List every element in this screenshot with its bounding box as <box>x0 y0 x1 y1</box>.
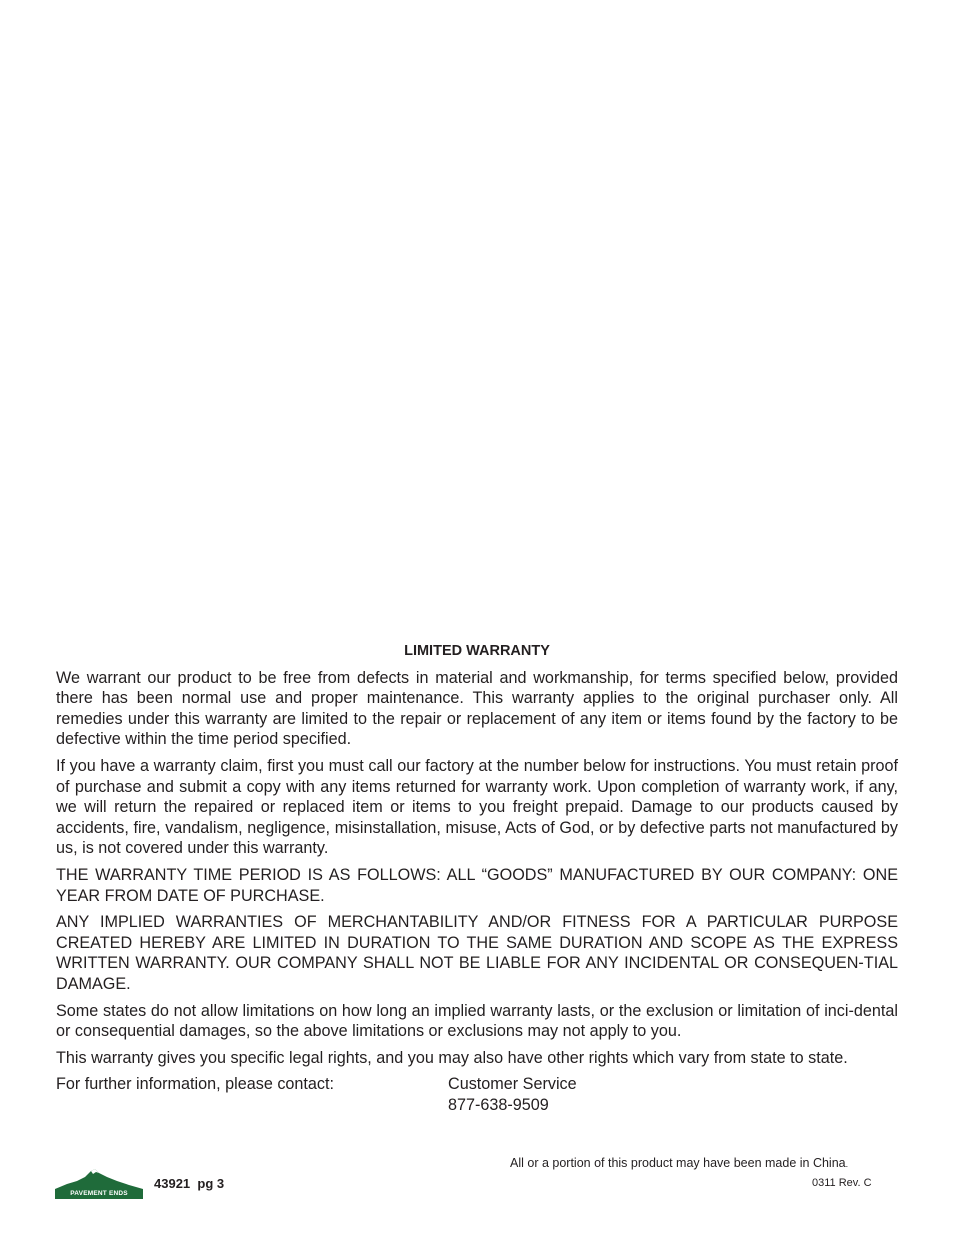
limited-warranty-section <box>56 641 898 1116</box>
contact-name: Customer Service <box>448 1075 577 1094</box>
contact-phone: 877-638-9509 <box>448 1095 549 1114</box>
pavement-ends-logo <box>55 1168 143 1200</box>
contact-block <box>448 1074 577 1115</box>
warranty-paragraph-state-limitations: Some states do not allow limitations on how long an implied warranty lasts, or the exclusion or limitation of inci-dental or consequential damages, so the above limitations or exclusions may not apply to you. <box>56 1001 898 1041</box>
made-in-text: All or a portion of this product may have been made in China <box>510 1156 846 1170</box>
made-in-notice <box>510 1156 848 1170</box>
contact-row <box>56 1074 898 1116</box>
mountain-icon <box>55 1168 143 1190</box>
warranty-paragraph-implied: ANY IMPLIED WARRANTIES OF MERCHANTABILITY AND/OR FITNESS FOR A PARTICULAR PURPOSE CREATED HEREBY ARE LIMITED IN DURATION TO THE SAME DURATION AND SCOPE AS THE EXPRESS WRITTEN WARRANTY. OUR COMPANY SHALL NOT BE LIABLE FOR ANY INCIDENTAL OR CONSEQUEN-TIAL DAMAGE. <box>56 913 898 993</box>
warranty-title: LIMITED WARRANTY <box>404 643 550 659</box>
warranty-paragraph-claim: If you have a warranty claim, first you must call our factory at the number below for instructions. You must retain proof of purchase and submit a copy with any items returned for warranty work. Upon completion of warranty work, if any, we will return the repaired or replaced item or items to you freight prepaid. Damage to our products caused by accidents, fire, vandalism, negligence, misinstallation, misuse, Acts of God, or by defective parts not manufactured by us, is not covered under this warranty. <box>56 756 898 858</box>
warranty-paragraph-defects: We warrant our product to be free from defects in material and workmanship, for terms specified below, provided there has been normal use and proper maintenance. This warranty applies to the original purchaser only. All remedies under this warranty are limited to the repair or replacement of any item or items found by the factory to be defective within the time period specified. <box>56 668 898 749</box>
page-identifier: 43921 pg 3 <box>154 1176 225 1191</box>
warranty-paragraph-time-period: THE WARRANTY TIME PERIOD IS AS FOLLOWS: ALL “GOODS” MANUFACTURED BY OUR COMPANY: ONE YEAR FROM DATE OF PURCHASE. <box>56 865 898 905</box>
revision-code: 0311 Rev. C <box>812 1177 872 1189</box>
made-in-period: . <box>845 1159 849 1169</box>
warranty-paragraph-legal-rights: This warranty gives you specific legal rights, and you may also have other rights which vary from state to state. <box>56 1048 848 1067</box>
contact-label: For further information, please contact: <box>56 1075 335 1094</box>
logo-text: PAVEMENT ENDS <box>55 1189 143 1199</box>
